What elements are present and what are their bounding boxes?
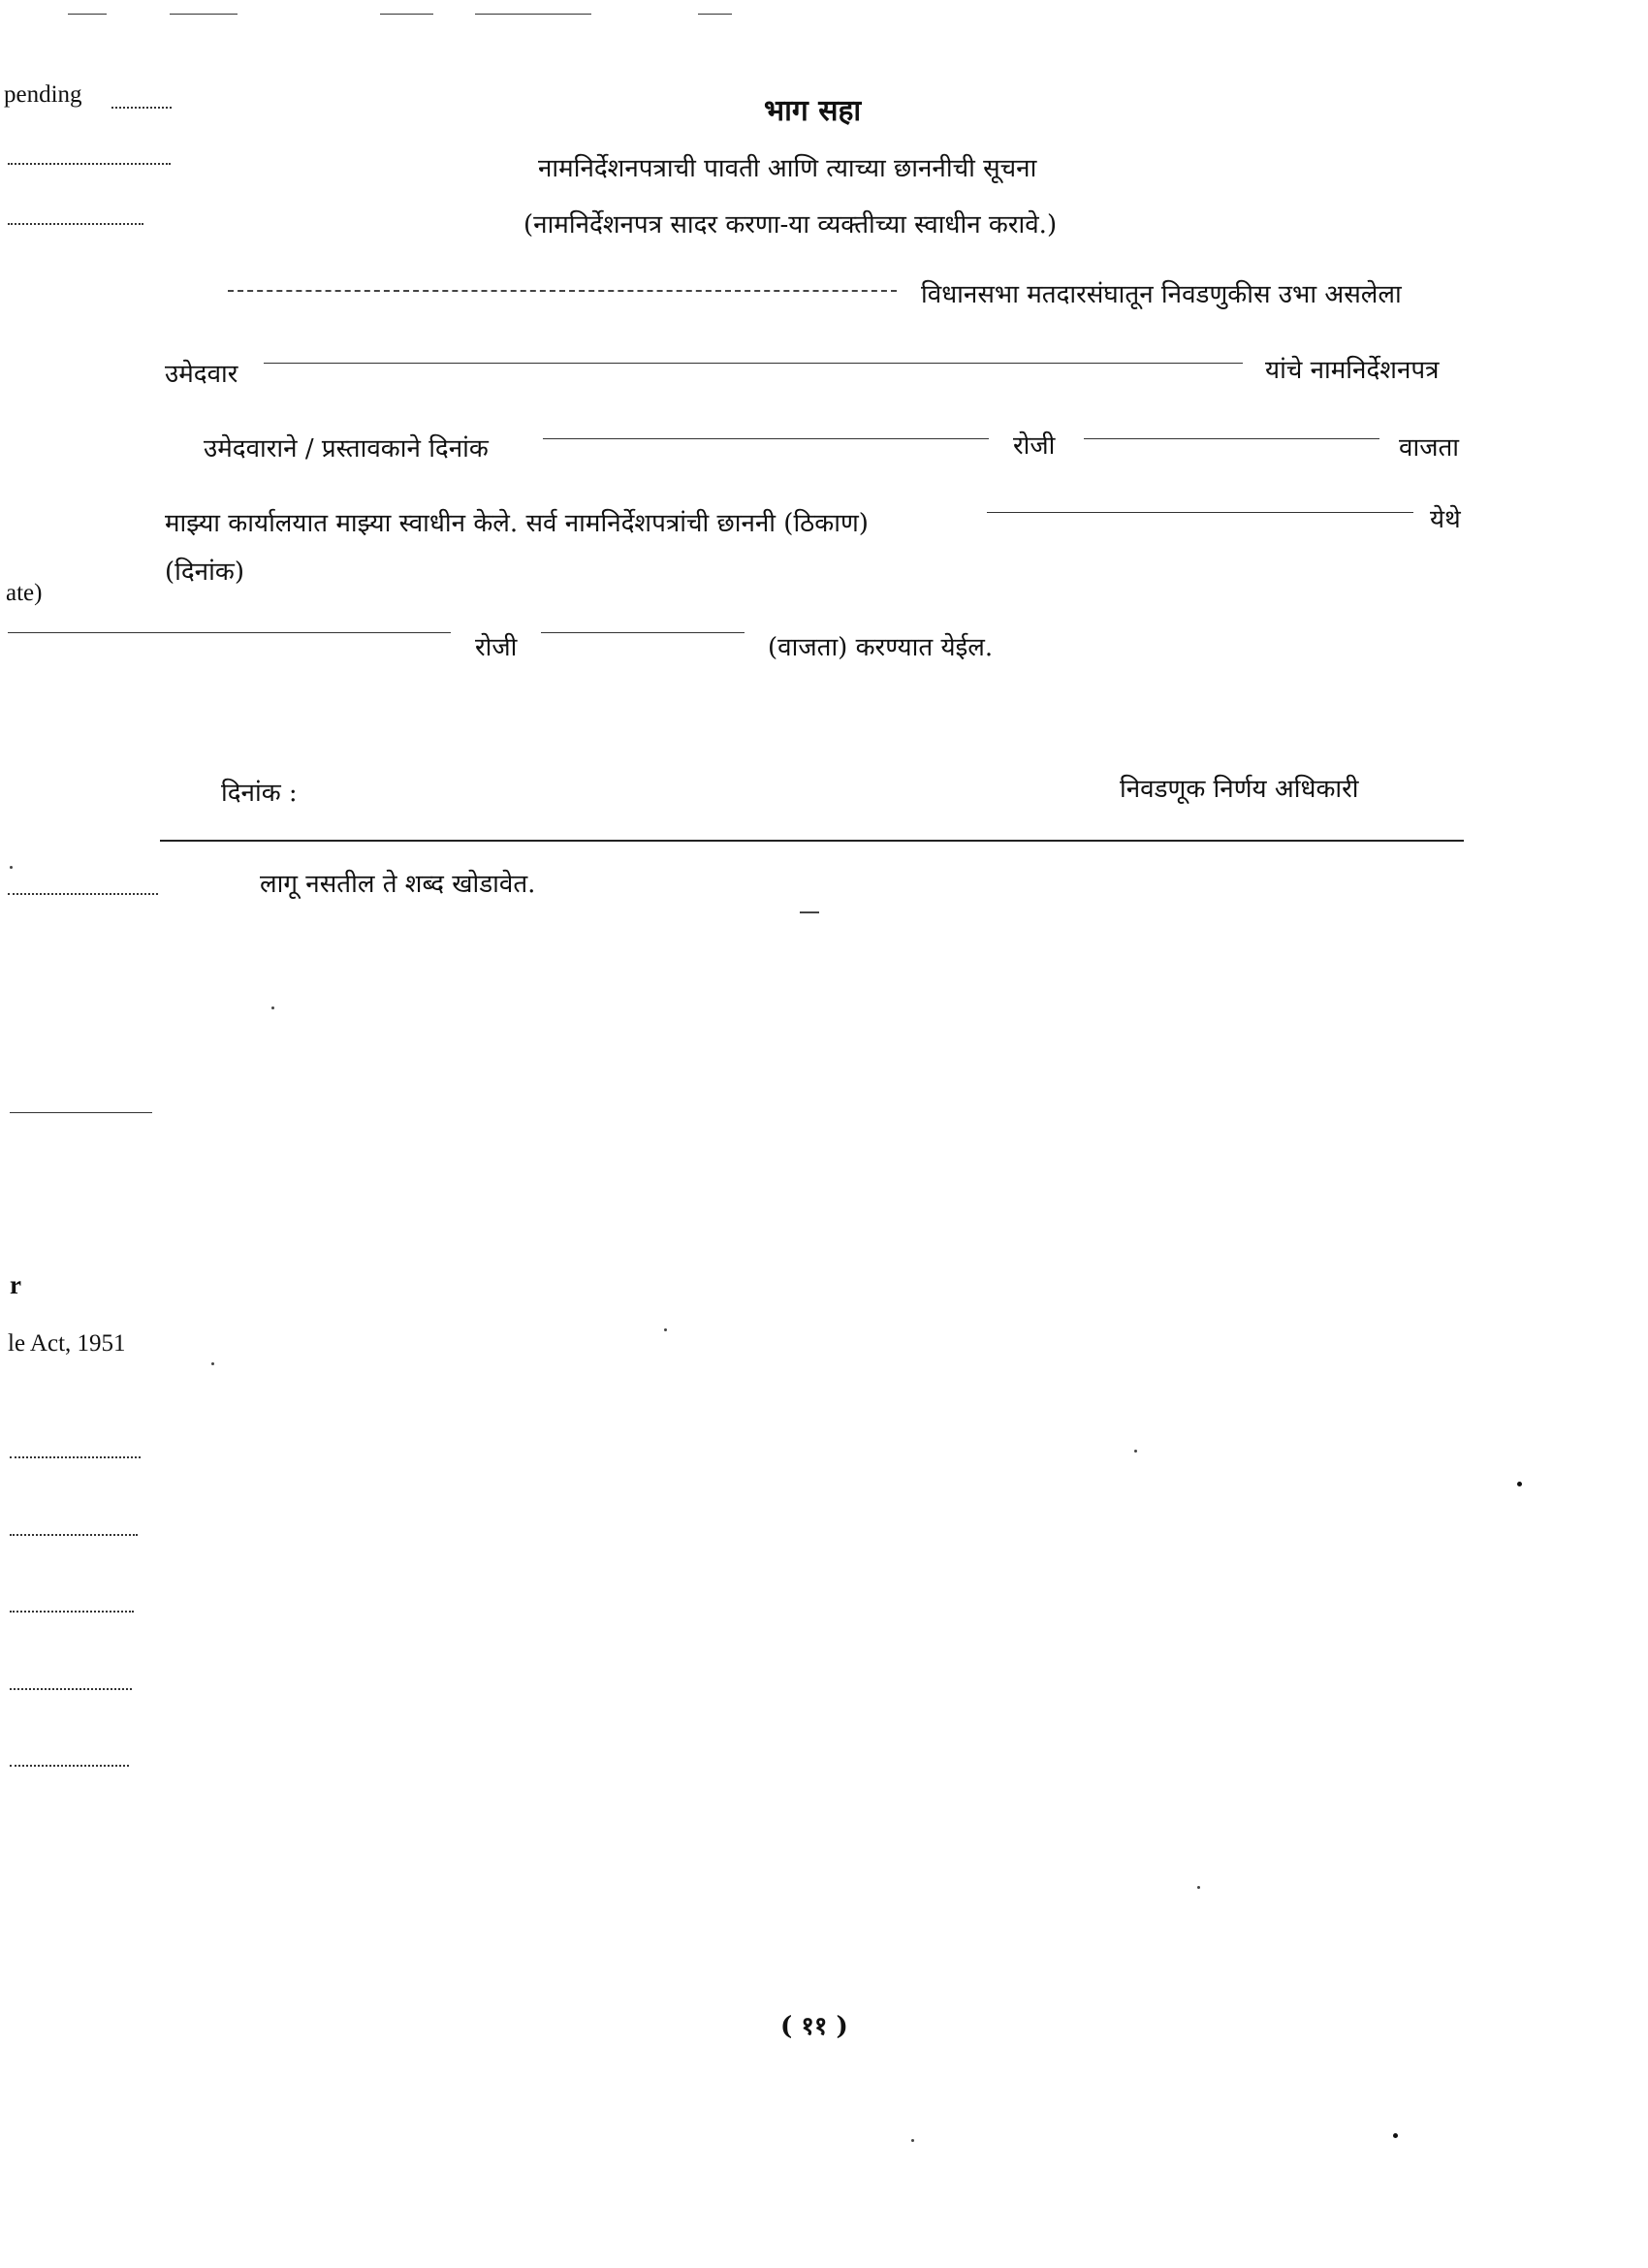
scan-speck xyxy=(10,866,13,869)
scan-speck xyxy=(1393,2133,1398,2138)
top-scan-line xyxy=(380,14,433,15)
footnote-divider xyxy=(160,840,1464,842)
top-scan-line xyxy=(698,14,732,15)
candidate-label: उमेदवार xyxy=(165,360,238,389)
margin-dotted-line xyxy=(8,163,171,165)
margin-dotted-line xyxy=(10,1765,129,1767)
line6-mid: रोजी xyxy=(475,633,518,662)
margin-dotted-line xyxy=(10,1688,132,1690)
scan-speck xyxy=(211,1362,214,1365)
margin-text-bold-r: r xyxy=(10,1270,21,1299)
date-label: दिनांक : xyxy=(221,779,298,808)
top-scan-line xyxy=(475,14,591,15)
margin-dotted-line xyxy=(111,107,172,109)
scan-speck xyxy=(271,1006,274,1009)
margin-rule xyxy=(10,1112,152,1113)
form-subtitle: नामनिर्देशनपत्राची पावती आणि त्याच्या छाननीची सूचना xyxy=(538,154,1037,183)
part-title: भाग सहा xyxy=(764,94,862,128)
scan-speck xyxy=(1134,1450,1137,1453)
margin-dotted-line xyxy=(10,1456,141,1458)
line2-text: यांचे नामनिर्देशनपत्र xyxy=(1265,356,1440,385)
scan-speck xyxy=(800,911,819,913)
constituency-blank[interactable] xyxy=(228,290,897,292)
scrutiny-place-blank[interactable] xyxy=(987,512,1413,513)
delivery-time-blank[interactable] xyxy=(1084,438,1379,439)
margin-rule xyxy=(8,632,163,633)
scan-speck xyxy=(1197,1886,1200,1889)
margin-dotted-line xyxy=(8,893,158,895)
scrutiny-time-blank[interactable] xyxy=(541,632,745,633)
candidate-name-blank[interactable] xyxy=(264,363,1243,364)
line4-text: माझ्या कार्यालयात माझ्या स्वाधीन केले. सर्व नामनिर्देशपत्रांची छाननी (ठिकाण) xyxy=(165,509,869,538)
line5-label: (दिनांक) xyxy=(165,558,244,587)
scrutiny-date-blank[interactable] xyxy=(163,632,451,633)
scan-speck xyxy=(911,2139,914,2142)
margin-dotted-line xyxy=(10,1534,138,1536)
margin-text-pending: pending xyxy=(4,81,82,108)
line1-text: विधानसभा मतदारसंघातून निवडणुकीस उभा असलेला xyxy=(921,280,1402,309)
line3-label: उमेदवाराने / प्रस्तावकाने दिनांक xyxy=(204,434,489,463)
page-number: ( ११ ) xyxy=(780,2012,848,2041)
margin-text-act: le Act, 1951 xyxy=(8,1330,126,1357)
margin-dotted-line xyxy=(8,223,143,225)
scan-speck xyxy=(1517,1482,1522,1486)
delivery-date-blank[interactable] xyxy=(543,438,989,439)
line4-end: येथे xyxy=(1430,505,1461,534)
footnote: लागू नसतील ते शब्द खोडावेत. xyxy=(260,870,536,899)
form-instruction: (नामनिर्देशनपत्र सादर करणा-या व्यक्तीच्या स्वाधीन करावे.) xyxy=(523,210,1058,240)
line3-mid: रोजी xyxy=(1013,431,1056,461)
top-scan-line xyxy=(170,14,238,15)
top-scan-line xyxy=(68,14,107,15)
margin-text-date: ate) xyxy=(6,580,43,606)
line6-end: (वाजता) करण्यात येईल. xyxy=(768,633,994,662)
margin-dotted-line xyxy=(10,1611,134,1613)
line3-end: वाजता xyxy=(1399,433,1460,463)
scan-speck xyxy=(664,1328,667,1331)
returning-officer: निवडणूक निर्णय अधिकारी xyxy=(1120,775,1359,804)
